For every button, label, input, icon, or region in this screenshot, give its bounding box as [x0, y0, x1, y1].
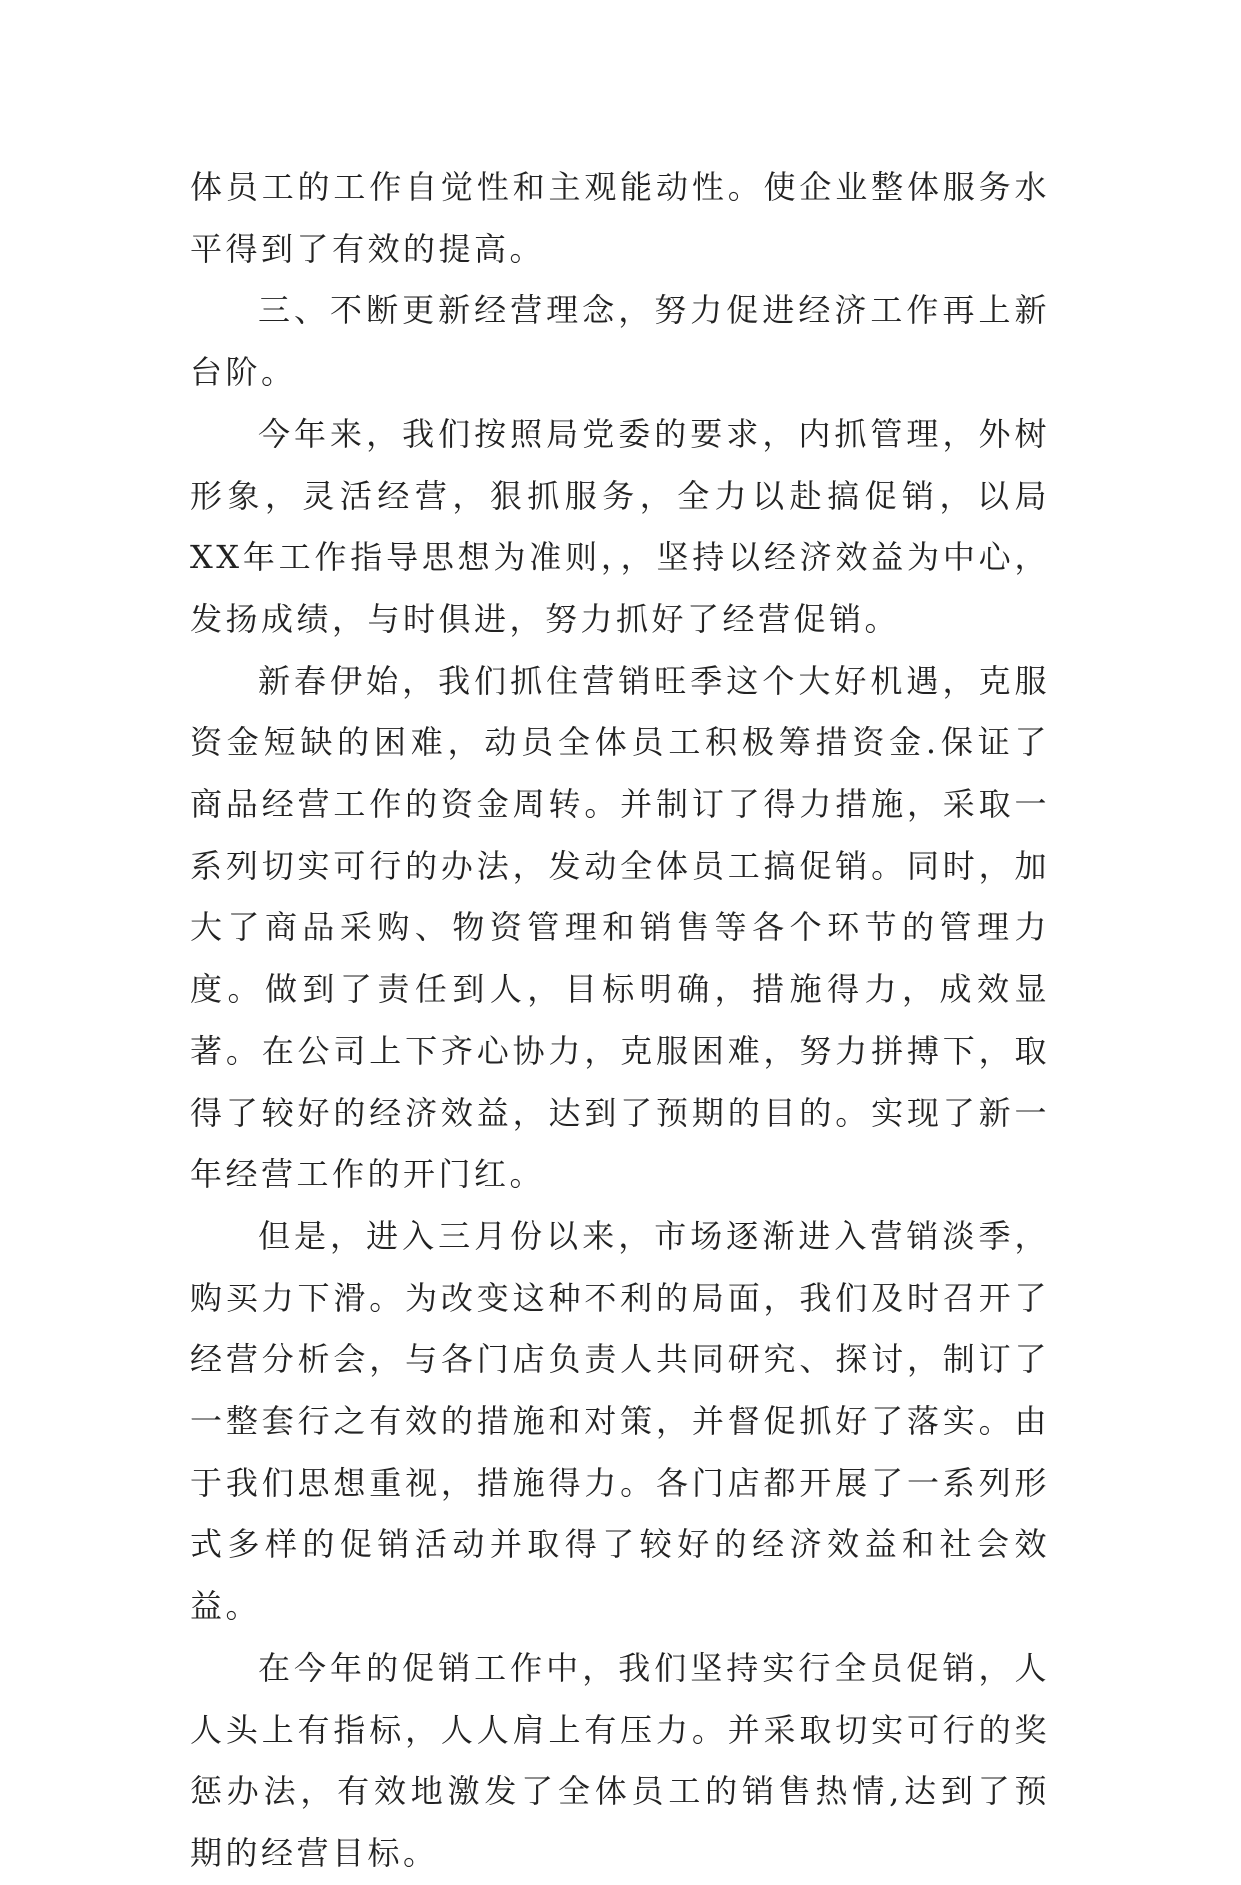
paragraph: 今年来，我们按照局党委的要求，内抓管理，外树形象，灵活经营，狠抓服务，全力以赴搞促销，以局XX年工作指导思想为准则，，坚持以经济效益为中心，发扬成绩，与时俱进，努力抓好了经营促销。	[190, 414, 1050, 638]
paragraph: 在今年的促销工作中，我们坚持实行全员促销，人人头上有指标，人人肩上有压力。并采取切实可行的奖惩办法，有效地激发了全体员工的销售热情,达到了预期的经营目标。	[190, 1648, 1050, 1872]
section-heading: 三、不断更新经营理念，努力促进经济工作再上新台阶。	[190, 291, 1050, 392]
paragraph: 但是，进入三月份以来，市场逐渐进入营销淡季，购买力下滑。为改变这种不利的局面，我们及时召开了经营分析会，与各门店负责人共同研究、探讨，制订了一整套行之有效的措施和对策，并督促抓好了落实。由于我们思想重视，措施得力。各门店都开展了一系列形式多样的促销活动并取得了较好的经济效益和社会效益。	[190, 1216, 1050, 1626]
paragraph-continuation: 体员工的工作自觉性和主观能动性。使企业整体服务水平得到了有效的提高。	[190, 168, 1050, 268]
document-body	[190, 157, 1050, 1885]
paragraph: 新春伊始，我们抓住营销旺季这个大好机遇，克服资金短缺的困难，动员全体员工积极筹措资金.保证了商品经营工作的资金周转。并制订了得力措施，采取一系列切实可行的办法，发动全体员工搞促销。同时，加大了商品采购、物资管理和销售等各个环节的管理力度。做到了责任到人，目标明确，措施得力，成效显著。在公司上下齐心协力，克服困难，努力拼搏下，取得了较好的经济效益，达到了预期的目的。实现了新一年经营工作的开门红。	[190, 661, 1050, 1194]
